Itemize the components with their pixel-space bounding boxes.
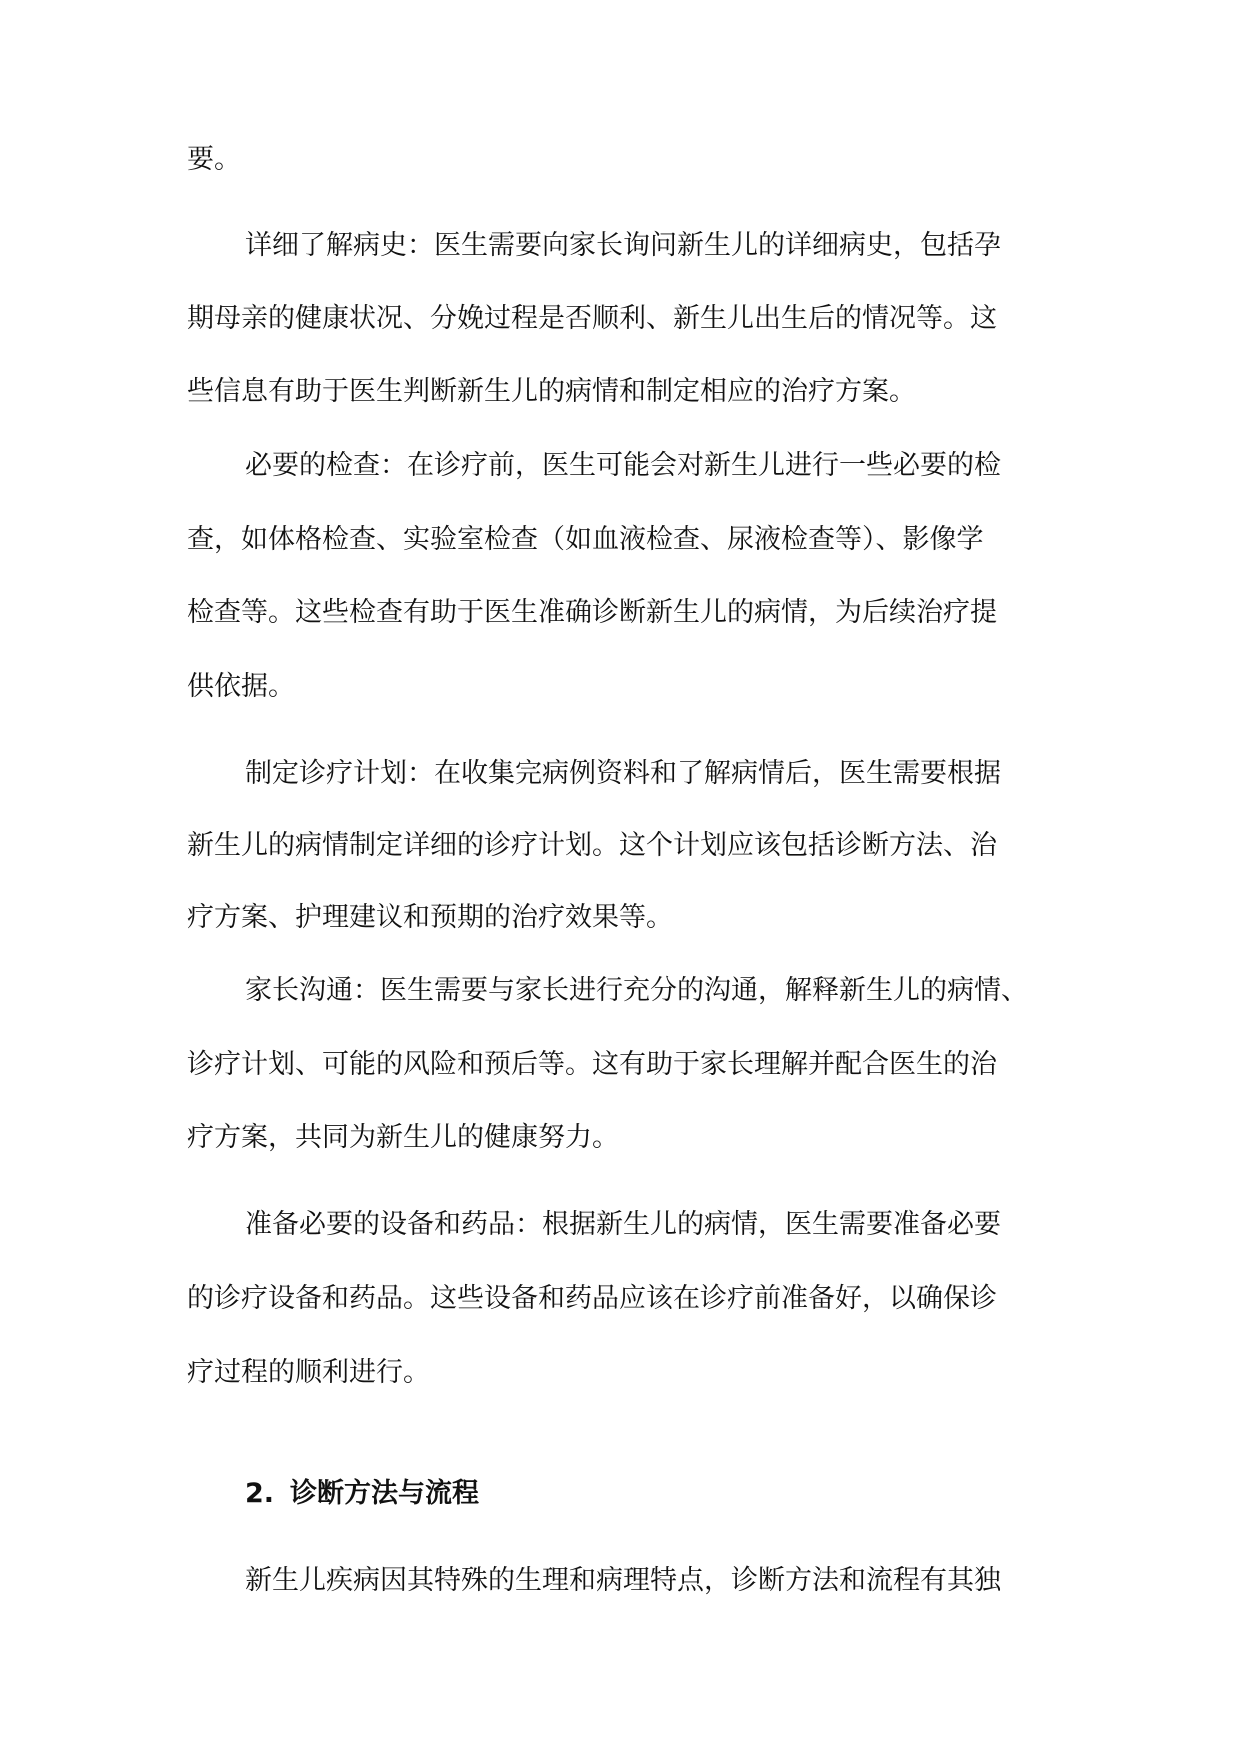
paragraph-line: 供依据。 bbox=[187, 671, 295, 702]
paragraph-line: 些信息有助于医生判断新生儿的病情和制定相应的治疗方案。 bbox=[187, 376, 916, 407]
paragraph-line: 疗过程的顺利进行。 bbox=[187, 1357, 430, 1388]
paragraph-line: 必要的检查：在诊疗前，医生可能会对新生儿进行一些必要的检 bbox=[245, 450, 1001, 481]
paragraph-line: 准备必要的设备和药品：根据新生儿的病情，医生需要准备必要 bbox=[245, 1209, 1001, 1240]
paragraph-line: 疗方案、护理建议和预期的治疗效果等。 bbox=[187, 902, 673, 933]
paragraph-line: 家长沟通：医生需要与家长进行充分的沟通，解释新生儿的病情、 bbox=[245, 975, 1028, 1006]
paragraph-line: 期母亲的健康状况、分娩过程是否顺利、新生儿出生后的情况等。这 bbox=[187, 303, 997, 334]
paragraph-line: 诊疗计划、可能的风险和预后等。这有助于家长理解并配合医生的治 bbox=[187, 1049, 997, 1080]
paragraph-line: 的诊疗设备和药品。这些设备和药品应该在诊疗前准备好，以确保诊 bbox=[187, 1283, 997, 1314]
paragraph-line: 详细了解病史：医生需要向家长询问新生儿的详细病史，包括孕 bbox=[245, 230, 1001, 261]
paragraph-line: 要。 bbox=[187, 144, 241, 175]
paragraph-line: 新生儿的病情制定详细的诊疗计划。这个计划应该包括诊断方法、治 bbox=[187, 830, 997, 861]
paragraph-line: 新生儿疾病因其特殊的生理和病理特点，诊断方法和流程有其独 bbox=[245, 1565, 1001, 1596]
section-heading bbox=[245, 1474, 479, 1514]
paragraph-line: 查，如体格检查、实验室检查（如血液检查、尿液检查等）、影像学 bbox=[187, 524, 984, 555]
paragraph-line: 检查等。这些检查有助于医生准确诊断新生儿的病情，为后续治疗提 bbox=[187, 597, 997, 628]
paragraph-line: 制定诊疗计划：在收集完病例资料和了解病情后，医生需要根据 bbox=[245, 758, 1001, 789]
paragraph-line: 疗方案，共同为新生儿的健康努力。 bbox=[187, 1122, 619, 1153]
section-title: 诊断方法与流程 bbox=[290, 1478, 479, 1509]
section-number: 2. bbox=[245, 1478, 275, 1509]
